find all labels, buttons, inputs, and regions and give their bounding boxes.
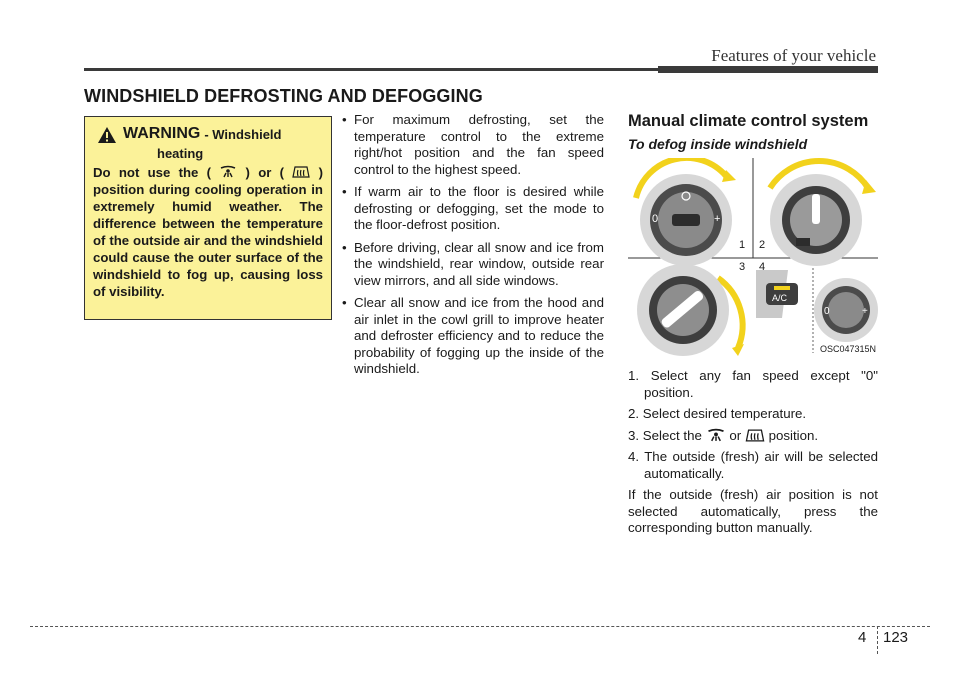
list-item: • Clear all snow and ice from the hood and air inlet in the cowl grill to improve heater and defroster efficiency and to reduce the probability of fogging up the inside of the windshield. xyxy=(340,295,604,378)
climate-control-figure xyxy=(628,158,878,356)
warning-box xyxy=(84,116,332,320)
list-item: • Before driving, clear all snow and ice from the windshield, rear window, outside rear view mirrors, and all side windows. xyxy=(340,240,604,290)
subsection-title: Manual climate control system xyxy=(628,112,869,130)
warning-subtitle-line1: - Windshield xyxy=(204,127,282,142)
step-3-text-a: 3. Select the xyxy=(628,427,702,443)
step-3-text-c: position. xyxy=(768,427,819,443)
footer-rule xyxy=(30,626,930,627)
chapter-number: 4 xyxy=(858,629,867,646)
figure-label-1: 1 xyxy=(739,239,746,251)
figure-label-3: 3 xyxy=(739,261,746,273)
defrost-icon xyxy=(292,165,310,179)
ac-button-label: A/C xyxy=(772,293,788,303)
warning-text-part3: ) position during cooling operation in extremely humid weather. The difference between the temperature of the outside air and the windshield could cause the outer surface of the windshield to fog up, causing loss of visibility. xyxy=(93,165,323,299)
step-4: 4. The outside (fresh) air will be selected automatically. xyxy=(628,449,878,481)
warning-subtitle xyxy=(204,127,281,143)
step-2: 2. Select desired temperature. xyxy=(628,406,807,421)
step-3 xyxy=(628,428,878,445)
warning-text-part2: ) or ( xyxy=(245,165,285,180)
temperature-knob xyxy=(770,161,876,266)
step-1: 1. Select any fan speed except "0" position. xyxy=(628,368,878,400)
ac-zero-label: 0 xyxy=(824,306,830,317)
tips-list xyxy=(340,112,604,384)
warning-text-part1: Do not use the ( xyxy=(93,165,212,180)
list-item: • If warm air to the floor is desired while defrosting or defogging, set the mode to the floor-defrost position. xyxy=(340,184,604,234)
manual-note: If the outside (fresh) air position is not selected automatically, press the corresponding button manually. xyxy=(628,487,878,535)
warning-text xyxy=(93,164,323,300)
defrost-icon xyxy=(745,428,765,443)
warning-word: WARNING xyxy=(123,125,201,142)
running-header: Features of your vehicle xyxy=(711,46,876,65)
steps-list xyxy=(628,368,878,537)
warning-triangle-icon xyxy=(97,126,117,144)
mode-knob xyxy=(637,264,744,356)
fan-plus-label: + xyxy=(714,213,721,225)
section-title: WINDSHIELD DEFROSTING AND DEFOGGING xyxy=(84,86,483,106)
ac-plus-label: + xyxy=(862,306,868,317)
fan-zero-label: 0 xyxy=(652,213,659,225)
floor-defrost-icon xyxy=(706,428,726,443)
floor-defrost-icon xyxy=(219,165,237,179)
ac-panel xyxy=(756,268,878,353)
figure-label-4: 4 xyxy=(759,261,766,273)
list-item: • For maximum defrosting, set the temperature control to the extreme right/hot position and the fan speed control to the highest speed. xyxy=(340,112,604,178)
fan-speed-knob xyxy=(636,158,736,266)
figure-code: OSC047315N xyxy=(819,344,876,354)
figure-label-2: 2 xyxy=(759,239,766,251)
step-3-text-b: or xyxy=(729,427,742,443)
warning-header xyxy=(97,125,323,144)
header-rule-thick xyxy=(658,66,878,73)
page-number: 123 xyxy=(883,629,909,646)
warning-subtitle-line2: heating xyxy=(157,146,204,161)
footer-divider xyxy=(877,626,878,654)
subsection-subtitle: To defog inside windshield xyxy=(628,136,808,152)
